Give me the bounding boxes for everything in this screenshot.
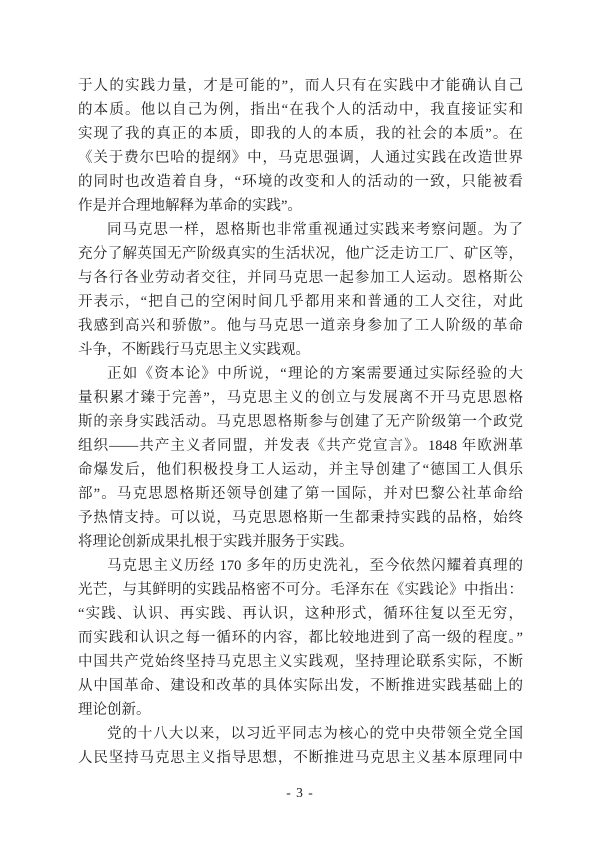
text-line: 马克思主义历经 170 多年的历史洗礼，至今依然闪耀着真理的	[107, 558, 523, 574]
text-line: 从中国革命、建设和改革的具体实际出发，不断推进实践基础上的	[78, 678, 523, 694]
paragraph	[78, 722, 523, 770]
text-line: 作是并合理地解释为革命的实践”。	[78, 198, 302, 214]
text-line: 组织——共产主义者同盟，并发表《共产党宣言》。1848 年欧洲革	[78, 438, 523, 454]
text-line: 同马克思一样，恩格斯也非常重视通过实践来考察问题。为了	[107, 222, 523, 238]
text-line: 正如《资本论》中所说，“理论的方案需要通过实际经验的大	[107, 366, 523, 382]
text-line: 的本质。他以自己为例，指出“在我个人的活动中，我直接证实和	[78, 102, 523, 118]
text-line: 斗争，不断践行马克思主义实践观。	[78, 342, 310, 358]
text-line: 中国共产党始终坚持马克思主义实践观，坚持理论联系实际，不断	[78, 654, 523, 670]
text-line: 的同时也改造着自身，“环境的改变和人的活动的一致，只能被看	[78, 174, 523, 190]
text-line: 理论创新。	[78, 702, 151, 718]
paragraph	[78, 218, 523, 362]
paragraph	[78, 74, 523, 218]
text-line: 与各行各业劳动者交往，并同马克思一起参加工人运动。恩格斯公	[78, 270, 523, 286]
text-line: 斯的亲身实践活动。马克思恩格斯参与创建了无产阶级第一个政党	[78, 414, 523, 430]
text-line: 我感到高兴和骄傲”。他与马克思一道亲身参加了工人阶级的革命	[78, 318, 523, 334]
page-number: - 3 -	[286, 785, 314, 800]
text-line: “实践、认识、再实践、再认识，这种形式，循环往复以至无穷，	[78, 606, 523, 622]
text-line: 将理论创新成果扎根于实践并服务于实践。	[78, 534, 354, 550]
document-body	[78, 74, 523, 770]
text-line: 《关于费尔巴哈的提纲》中，马克思强调，人通过实践在改造世界	[78, 150, 523, 166]
text-line: 充分了解英国无产阶级真实的生活状况，他广泛走访工厂、矿区等，	[78, 246, 523, 262]
text-line: 于人的实践力量，才是可能的”，而人只有在实践中才能确认自己	[78, 78, 523, 94]
text-line: 人民坚持马克思主义指导思想，不断推进马克思主义基本原理同中	[78, 750, 523, 766]
text-line: 开表示，“把自己的空闲时间几乎都用来和普通的工人交往，对此	[78, 294, 523, 310]
text-line: 而实践和认识之每一循环的内容，都比较地进到了高一级的程度。”	[78, 630, 523, 646]
text-line: 量积累才臻于完善”，马克思主义的创立与发展离不开马克思恩格	[78, 390, 523, 406]
text-line: 党的十八大以来，以习近平同志为核心的党中央带领全党全国	[107, 726, 523, 742]
paragraph	[78, 362, 523, 554]
paragraph	[78, 554, 523, 722]
text-line: 予热情支持。可以说，马克思恩格斯一生都秉持实践的品格，始终	[78, 510, 523, 526]
text-line: 命爆发后，他们积极投身工人运动，并主导创建了“德国工人俱乐	[78, 462, 523, 478]
text-line: 实现了我的真正的本质，即我的人的本质，我的社会的本质”。在	[78, 126, 523, 142]
text-line: 光芒，与其鲜明的实践品格密不可分。毛泽东在《实践论》中指出：	[78, 582, 523, 598]
text-line: 部”。马克思恩格斯还领导创建了第一国际，并对巴黎公社革命给	[78, 486, 523, 502]
